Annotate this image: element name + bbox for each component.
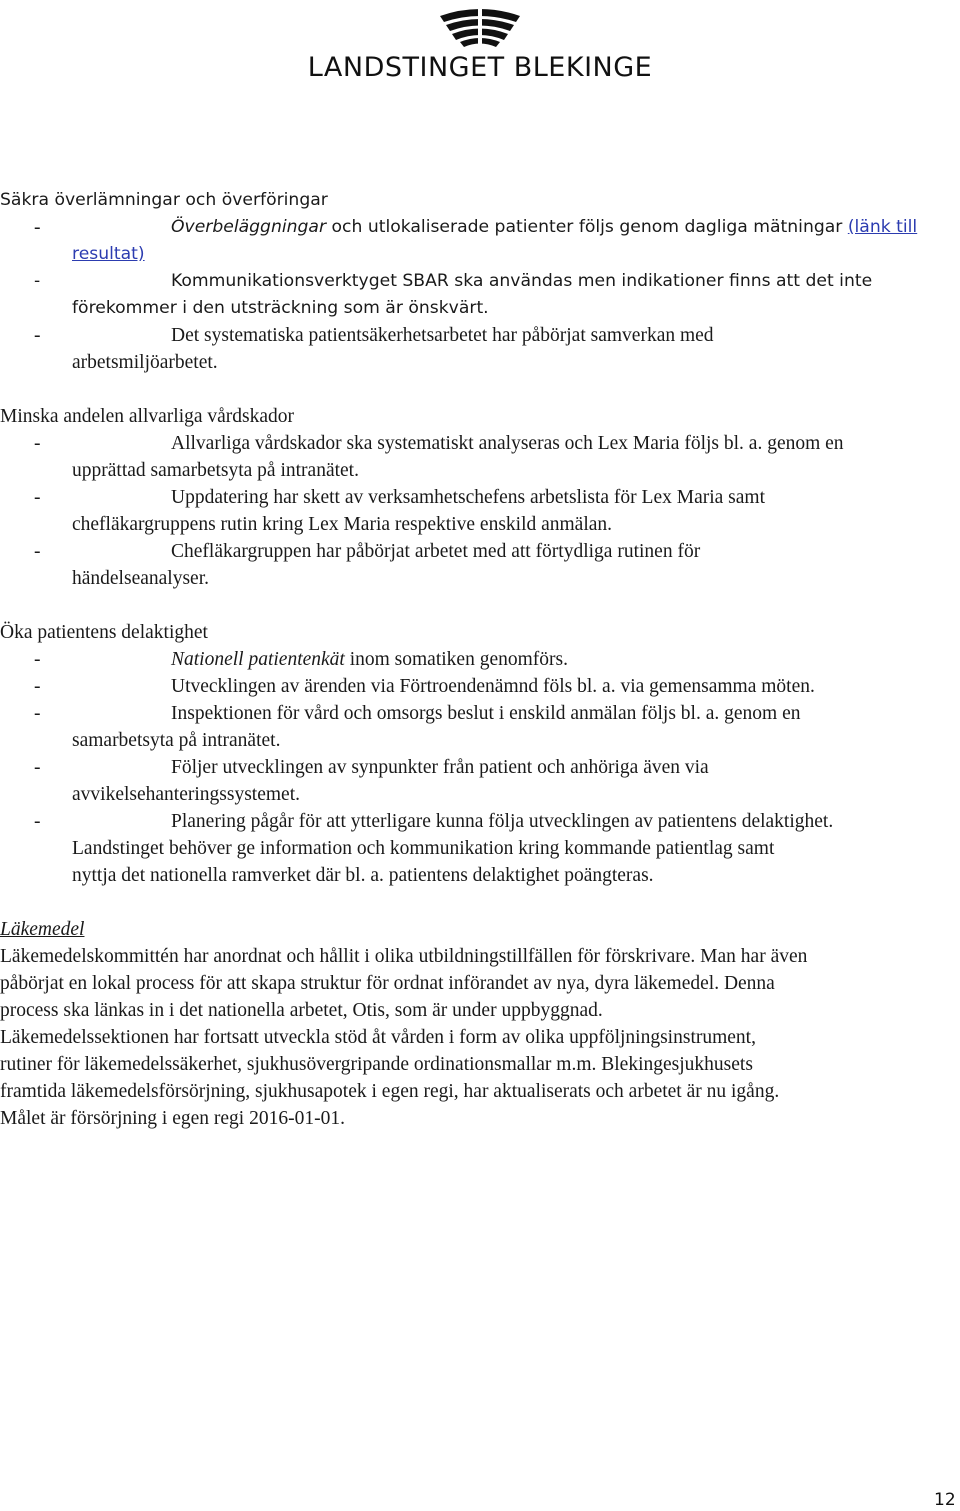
list-dash: - xyxy=(34,217,41,238)
list-item: - Nationell patientenkät inom somatiken genomförs. xyxy=(0,646,955,673)
section-handovers xyxy=(0,187,955,376)
section-heading: Öka patientens delaktighet xyxy=(0,622,208,643)
paragraph-line: Läkemedelssektionen har fortsatt utveckla stöd åt vården i form av olika uppföljningsinstrument, xyxy=(0,1027,756,1048)
italic-term: Överbeläggningar xyxy=(171,217,327,237)
list-item: - Utvecklingen av ärenden via Förtroendenämnd föls bl. a. via gemensamma möten. xyxy=(0,673,955,700)
list-dash: - xyxy=(34,325,41,346)
list-item: - Uppdatering har skett av verksamhetschefens arbetslista för Lex Maria samt chefläkargruppens rutin kring Lex Maria respektive enskild anmälan. xyxy=(0,484,955,538)
list-dash: - xyxy=(34,541,41,562)
list-item: - Allvarliga vårdskador ska systematiskt analyseras och Lex Maria följs bl. a. genom en upprättad samarbetsyta på intranätet. xyxy=(0,430,955,484)
list-dash: - xyxy=(34,271,41,291)
results-link-cont[interactable]: resultat) xyxy=(72,244,145,264)
list-item: - Det systematiska patientsäkerhetsarbetet har påbörjat samverkan med arbetsmiljöarbetet. xyxy=(0,322,955,376)
list-dash: - xyxy=(34,676,41,697)
paragraph-line: Målet är försörjning i egen regi 2016-01-01. xyxy=(0,1108,345,1129)
org-name: LANDSTINGET BLEKINGE xyxy=(307,52,653,83)
section-medicines xyxy=(0,916,955,1132)
section-care-injuries xyxy=(0,403,955,592)
paragraph-line: påbörjat en lokal process för att skapa struktur för ordnat införandet av nya, dyra läkemedel. Denna xyxy=(0,973,775,994)
document-body xyxy=(0,187,955,1159)
list-dash: - xyxy=(34,433,41,454)
section-heading: Minska andelen allvarliga vårdskador xyxy=(0,406,295,427)
paragraph-line: framtida läkemedelsförsörjning, sjukhusapotek i egen regi, har aktualiserats och arbetet är nu igång. xyxy=(0,1081,780,1102)
list-dash: - xyxy=(34,649,41,670)
section-patient-participation xyxy=(0,619,955,889)
results-link[interactable]: (länk till xyxy=(847,217,918,237)
page-number: 12 xyxy=(934,1490,956,1510)
list-dash: - xyxy=(34,487,41,508)
list-item: - Inspektionen för vård och omsorgs beslut i enskild anmälan följs bl. a. genom en samarbetsyta på intranätet. xyxy=(0,700,955,754)
ship-stripes-logo-icon xyxy=(430,4,530,48)
paragraph-line: Läkemedelskommittén har anordnat och hållit i olika utbildningstillfällen för förskrivare. Man har även xyxy=(0,946,808,967)
section-heading: Läkemedel xyxy=(0,919,85,940)
paragraph-line: process ska länkas in i det nationella arbetet, Otis, som är under uppbyggnad. xyxy=(0,1000,603,1021)
header-logo xyxy=(300,0,660,90)
paragraph-line: rutiner för läkemedelssäkerhet, sjukhusövergripande ordinationsmallar m.m. Blekingesjukhusets xyxy=(0,1054,753,1075)
list-item: - Kommunikationsverktyget SBAR ska användas men indikationer finns att det inte förekommer i den utsträckning som är önskvärt. xyxy=(0,268,955,322)
list-dash: - xyxy=(34,703,41,724)
list-dash: - xyxy=(34,757,41,778)
list-item: - Planering pågår för att ytterligare kunna följa utvecklingen av patientens delaktighet. Landstinget behöver ge information och kommunikation kring kommande patientlag samt nyttja det nationella ramverket där bl. a. patientens delaktighet poängteras. xyxy=(0,808,955,889)
section-heading: Säkra överlämningar och överföringar xyxy=(0,190,328,210)
list-item: - Överbeläggningar och utlokaliserade patienter följs genom dagliga mätningar (länk till resultat) xyxy=(0,214,955,268)
list-item: - Chefläkargruppen har påbörjat arbetet med att förtydliga rutinen för händelseanalyser. xyxy=(0,538,955,592)
list-item: - Följer utvecklingen av synpunkter från patient och anhöriga även via avvikelsehanteringssystemet. xyxy=(0,754,955,808)
list-dash: - xyxy=(34,811,41,832)
italic-term: Nationell patientenkät xyxy=(171,649,345,670)
